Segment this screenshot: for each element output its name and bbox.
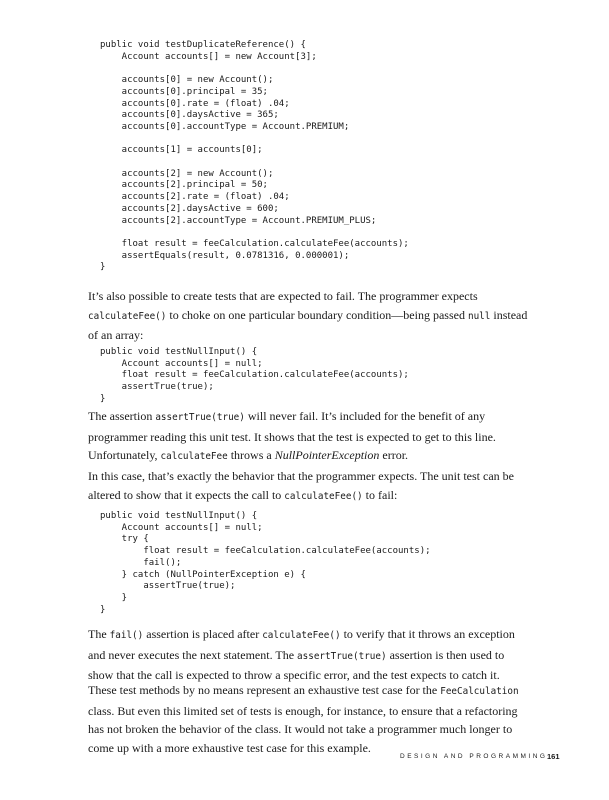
inline-code: calculateFee() (88, 310, 167, 322)
emphasis: NullPointerException (274, 448, 380, 463)
paragraph-exhaustive-tests (88, 681, 528, 757)
paragraph-assertion-explanation (88, 407, 528, 467)
inline-code: calculateFee() (284, 490, 363, 502)
inline-code: FeeCalculation (440, 686, 519, 697)
text-run: instead of an array: (88, 307, 528, 343)
text-run: class. But even this limited set of tests is enough, for instance, to ensure that a refactoring has not broken the behavior of the class. It would not take a programmer much longer to come up with a more exhaustive test case for this example. (88, 703, 518, 755)
running-footer-section: DESIGN AND PROGRAMMING (400, 753, 548, 760)
page-number: 161 (547, 752, 560, 761)
text-run: to choke on one particular boundary condition—being passed (166, 307, 468, 322)
text-run: to verify that it throws an exception and never executes the next statement. The (88, 627, 515, 662)
inline-code: assertTrue(true) (155, 412, 245, 423)
inline-code: calculateFee (160, 451, 228, 463)
text-run: to fail: (362, 487, 398, 502)
text-run: throws a (227, 448, 275, 463)
inline-code: assertTrue(true) (297, 650, 387, 662)
inline-code: calculateFee() (262, 630, 341, 641)
inline-code: null (467, 310, 491, 322)
text-run: error. (379, 448, 409, 463)
inline-code: fail() (109, 630, 144, 641)
text-run: It’s also possible to create tests that are expected to fail. The programmer expects (88, 289, 478, 303)
paragraph-expected-behavior (88, 467, 528, 506)
text-run: These test methods by no means represent an exhaustive test case for the (88, 683, 441, 697)
paragraph-fail-assertion (88, 625, 528, 685)
text-run: In this case, that’s exactly the behavior that the programmer expects. The unit test can be altered to show that it expects the call to (88, 469, 514, 502)
paragraph-expected-fail (88, 287, 528, 345)
text-run: The assertion (88, 409, 156, 423)
code-block-test-null-input: public void testNullInput() { Account accounts[] = null; float result = feeCalculation.calculateFee(accounts); assertTrue(true); } (100, 347, 409, 404)
text-run: assertion is placed after (143, 627, 263, 641)
text-run: will never fail. It’s included for the benefit of any programmer reading this unit test. It shows that the test is expected to get to this line. Unfortunately, (88, 409, 496, 463)
text-run: The (88, 627, 110, 641)
code-block-test-null-input-try-catch: public void testNullInput() { Account accounts[] = null; try { float result = feeCalculation.calculateFee(accounts); fail(); } catch (NullPointerException e) { assertTrue(true); } } (100, 511, 431, 615)
text-run: assertion is then used to show that the call is expected to throw a specific error, and the test expects to catch it. (88, 647, 505, 683)
code-block-test-duplicate-reference: public void testDuplicateReference() { Account accounts[] = new Account[3]; accounts[0] = new Account(); accounts[0].principal = 35; accounts[0].rate = (float) .04; accounts[0].daysActive = 365; accounts[0].accountType = Account.PREMIUM; accounts[1] = accounts[0]; accounts[2] = new Account(); accounts[2].principal = 50; accounts[2].rate = (float) .04; accounts[2].daysActive = 600; accounts[2].accountType = Account.PREMIUM_PLUS; float result = feeCalculation.calculateFee(accounts); assertEquals(result, 0.0781316, 0.000001); } (100, 40, 409, 273)
